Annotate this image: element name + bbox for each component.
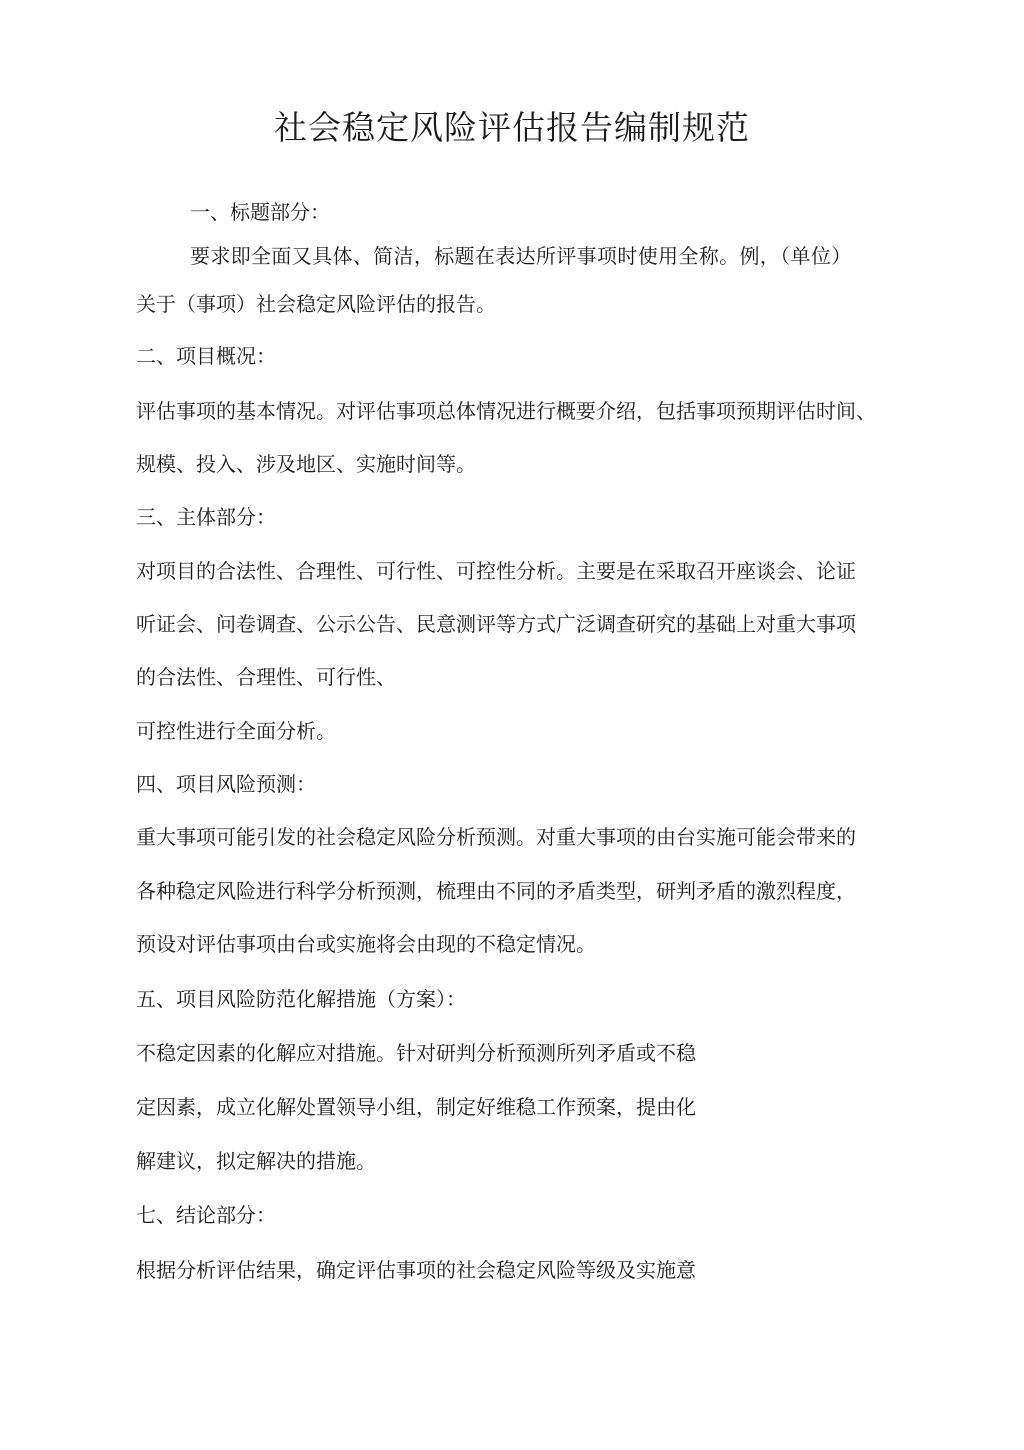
section-heading-main: 三、主体部分： bbox=[136, 505, 276, 529]
paragraph-line: 规模、投入、涉及地区、实施时间等。 bbox=[136, 452, 476, 476]
paragraph-line: 听证会、问卷调查、公示公告、民意测评等方式广泛调查研究的基础上对重大事项 bbox=[136, 612, 856, 636]
paragraph-line: 要求即全面又具体、简洁，标题在表达所评事项时使用全称。例，（单位） bbox=[190, 244, 852, 268]
paragraph-line: 重大事项可能引发的社会稳定风险分析预测。对重大事项的由台实施可能会带来的 bbox=[136, 825, 856, 849]
section-heading-title: 一、标题部分： bbox=[190, 200, 330, 224]
section-heading-conclusion: 七、结论部分： bbox=[136, 1203, 276, 1227]
paragraph-line: 各种稳定风险进行科学分析预测，梳理由不同的矛盾类型，研判矛盾的激烈程度， bbox=[136, 879, 856, 903]
paragraph-line: 对项目的合法性、合理性、可行性、可控性分析。主要是在采取召开座谈会、论证 bbox=[136, 559, 856, 583]
paragraph-line: 不稳定因素的化解应对措施。针对研判分析预测所列矛盾或不稳 bbox=[136, 1041, 696, 1065]
paragraph-line: 定因素，成立化解处置领导小组，制定好维稳工作预案，提由化 bbox=[136, 1095, 696, 1119]
paragraph-line: 的合法性、合理性、可行性、 bbox=[136, 665, 396, 689]
paragraph-line: 关于（事项）社会稳定风险评估的报告。 bbox=[136, 292, 496, 316]
paragraph-line: 根据分析评估结果，确定评估事项的社会稳定风险等级及实施意 bbox=[136, 1258, 696, 1282]
paragraph-line: 可控性进行全面分析。 bbox=[136, 719, 336, 743]
paragraph-line: 评估事项的基本情况。对评估事项总体情况进行概要介绍，包括事项预期评估时间、 bbox=[136, 399, 876, 423]
paragraph-line: 预设对评估事项由台或实施将会由现的不稳定情况。 bbox=[136, 932, 596, 956]
section-heading-overview: 二、项目概况： bbox=[136, 344, 276, 368]
document-title: 社会稳定风险评估报告编制规范 bbox=[274, 108, 750, 147]
paragraph-line: 解建议，拟定解决的措施。 bbox=[136, 1149, 376, 1173]
section-heading-risk-measures: 五、项目风险防范化解措施（方案）： bbox=[136, 987, 466, 1011]
section-heading-risk-forecast: 四、项目风险预测： bbox=[136, 772, 316, 796]
